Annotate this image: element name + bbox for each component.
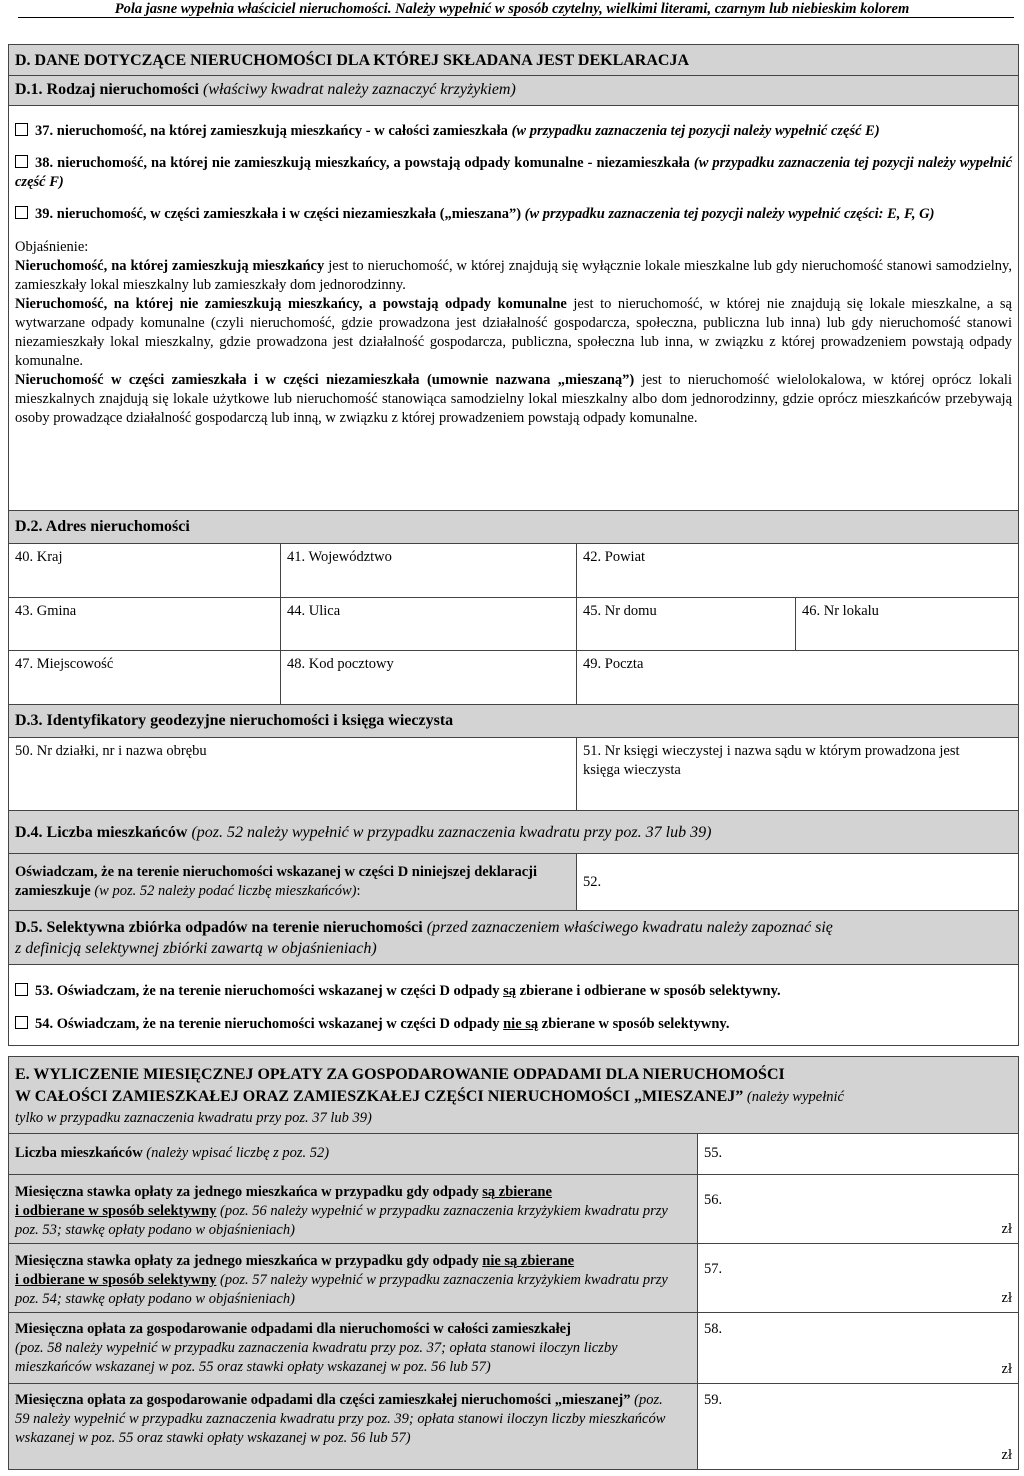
explanation-p1-text: jest to nieruchomość, w której znajdują się wyłącznie lokale mieszkalne lub gdy nieruchomość stanowi samodzielny, zamieszkały lokal mieszkalny lub zamieszkały dom jednorodzinny. [15, 258, 1012, 293]
option-39[interactable] [15, 205, 1012, 224]
option-53[interactable] [15, 982, 1012, 1001]
explanation-p1 [15, 257, 1012, 295]
section-e-title-line2: W CAŁOŚCI ZAMIESZKAŁEJ ORAZ ZAMIESZKAŁEJ CZĘŚCI NIERUCHOMOŚCI „MIESZANEJ” [15, 1088, 744, 1105]
option-39-hint: (w przypadku zaznaczenia tej pozycji należy wypełnić części: E, F, G) [524, 206, 935, 222]
d4-title-cell [9, 811, 1018, 853]
field-49-poczta[interactable]: 49. Poczta [576, 651, 1018, 704]
field-59-oplata-mieszana[interactable] [697, 1384, 1018, 1469]
d5-note-line2: z definicją selektywnej zbiórki zawartą w objaśnieniach) [15, 940, 377, 957]
section-e-title-row [9, 1057, 1018, 1134]
field-43-gmina[interactable]: 43. Gmina [15, 603, 77, 619]
checkbox-39[interactable] [15, 206, 28, 219]
checkbox-37[interactable] [15, 123, 28, 136]
row-59-note: (poz. 59 należy wypełnić w przypadku zaznaczenia kwadratu przy poz. 39; opłata stanowi iloczyn liczby mieszkańców wskazanej w poz. 55 oraz stawki opłaty wskazanej w poz. 56 lub 57) [15, 1392, 666, 1446]
d2-row-2 [9, 598, 1018, 651]
option-54-text-a: 54. Oświadczam, że na terenie nieruchomości wskazanej w części D odpady [35, 1016, 504, 1032]
section-e-title-line1: E. WYLICZENIE MIESIĘCZNEJ OPŁATY ZA GOSPODAROWANIE ODPADAMI DLA NIERUCHOMOŚCI [15, 1066, 785, 1083]
row-58-label: Miesięczna opłata za gospodarowanie odpadami dla nieruchomości w całości zamieszkałej [15, 1321, 571, 1337]
d4-note: (poz. 52 należy wypełnić w przypadku zaznaczenia kwadratu przy poz. 37 lub 39) [191, 824, 712, 841]
option-38[interactable] [15, 154, 1012, 192]
field-51-ksiega-wieczysta[interactable]: 51. Nr księgi wieczystej i nazwa sądu w którym prowadzona jest księga wieczysta [576, 738, 1018, 810]
row-55-note: (należy wpisać liczbę z poz. 52) [146, 1145, 330, 1161]
section-e-title-cell [9, 1057, 1018, 1133]
option-38-hint: (w przypadku zaznaczenia tej pozycji należy wypełnić część F) [15, 155, 1012, 190]
d1-title-cell [9, 76, 1018, 105]
explanation-p2 [15, 295, 1012, 371]
d5-content [9, 965, 1018, 1044]
explanation-p2-text: jest to nieruchomość, w której nie znajdują się lokale mieszkalne, a są wytwarzane odpady komunalne (czyli nieruchomość, gdzie prowadzona jest działalność gospodarcza, społeczna, publiczna lub inna) lub gdy nieruchomość stanowi niezamieszkały lokal mieszkalny, gdzie prowadzona jest działalność gospodarcza, publiczna, społeczna lub inna, w związku z której prowadzeniem powstają odpady komunalne. [15, 296, 1012, 369]
d4-statement-text: Oświadczam, że na terenie nieruchomości wskazanej w części D niniejszej deklaracji zamieszkuje [15, 864, 538, 899]
checkbox-54[interactable] [15, 1016, 28, 1029]
d2-title-row [9, 511, 1018, 544]
option-53-text-a: 53. Oświadczam, że na terenie nieruchomości wskazanej w części D odpady [35, 983, 504, 999]
field-40-kraj[interactable]: 40. Kraj [15, 549, 63, 565]
d5-note-line1: (przed zaznaczeniem właściwego kwadratu należy zapoznać się [426, 919, 833, 936]
d1-title-row [9, 76, 1018, 106]
row-56-note: (poz. 56 należy wypełnić w przypadku zaznaczenia krzyżykiem kwadratu przy poz. 53; stawkę opłaty podano w objaśnieniach) [15, 1203, 668, 1238]
d3-title: D.3. Identyfikatory geodezyjne nieruchomości i księga wieczysta [15, 712, 454, 729]
row-56-label-cell [9, 1175, 697, 1243]
field-56-number: 56. [704, 1192, 723, 1208]
page-header-note: Pola jasne wypełnia właściciel nieruchomości. Należy wypełnić w sposób czytelny, wielkimi literami, czarnym lub niebieskim kolorem [114, 1, 910, 17]
d1-title: D.1. Rodzaj nieruchomości [15, 81, 199, 98]
row-58 [9, 1313, 1018, 1384]
field-42-powiat[interactable]: 42. Powiat [576, 544, 1018, 597]
field-56-stawka-selektywna[interactable] [697, 1175, 1018, 1243]
explanation-p3-text: jest to nieruchomość wielolokalowa, w której oprócz lokali mieszkalnych znajdują się lokale użytkowe lub nieruchomość stanowiąca samodzielny lokal mieszkalny albo dom jednorodzinny, gdzie oprócz mieszkańców przebywają osoby prowadzące działalność gospodarczą lub inną, w związku z której prowadzeniem powstają odpady komunalne. [15, 372, 1012, 426]
option-37[interactable] [15, 122, 1012, 141]
d4-title: D.4. Liczba mieszkańców [15, 824, 188, 841]
field-59-currency: zł [1001, 1447, 1012, 1463]
explanation-p3-bold: Nieruchomość w części zamieszkała i w części niezamieszkała (umownie nazwana „mieszaną”) [15, 372, 635, 388]
d2-row-3 [9, 651, 1018, 705]
row-56 [9, 1175, 1018, 1244]
field-46-nr-lokalu[interactable]: 46. Nr lokalu [795, 598, 1018, 650]
row-59 [9, 1384, 1018, 1469]
option-37-hint: (w przypadku zaznaczenia tej pozycji należy wypełnić część E) [511, 123, 880, 139]
checkbox-53[interactable] [15, 983, 28, 996]
field-59-number: 59. [704, 1392, 723, 1408]
section-d-title-row [9, 45, 1018, 76]
row-57 [9, 1244, 1018, 1313]
d1-options [9, 106, 1018, 511]
explanation-p1-bold: Nieruchomość, na której zamieszkują mieszkańcy [15, 258, 325, 274]
d3-fields [9, 738, 1018, 811]
option-38-label: 38. nieruchomość, na której nie zamieszkują mieszkańcy, a powstają odpady komunalne - niezamieszkała [35, 155, 690, 171]
header-divider [18, 17, 1014, 18]
row-57-label: Miesięczna stawka opłaty za jednego mieszkańca w przypadku gdy odpady [15, 1253, 483, 1269]
d4-statement-row [9, 854, 1018, 911]
d2-row-1 [9, 544, 1018, 598]
field-58-currency: zł [1001, 1361, 1012, 1377]
section-d [8, 44, 1019, 1046]
d1-content [9, 106, 1018, 510]
d4-title-row [9, 811, 1018, 854]
d2-title: D.2. Adres nieruchomości [15, 518, 190, 535]
row-56-label: Miesięczna stawka opłaty za jednego mieszkańca w przypadku gdy odpady [15, 1184, 483, 1200]
d5-title-cell [9, 911, 1018, 964]
field-47-miejscowosc[interactable]: 47. Miejscowość [15, 656, 114, 672]
section-e [8, 1056, 1019, 1470]
row-56-label-underlined-2: i odbierane w sposób selektywny [15, 1203, 217, 1219]
field-55-liczba-mieszkancow[interactable]: 55. [697, 1134, 1018, 1174]
option-39-label: 39. nieruchomość, w części zamieszkała i w części niezamieszkała („mieszana”) [35, 206, 522, 222]
row-59-label-cell [9, 1384, 697, 1469]
section-e-note-b: tylko w przypadku zaznaczenia kwadratu przy poz. 37 lub 39) [15, 1110, 372, 1126]
field-57-stawka-nieselektywna[interactable] [697, 1244, 1018, 1312]
d5-title: D.5. Selektywna zbiórka odpadów na terenie nieruchomości [15, 919, 423, 936]
d5-options [9, 965, 1018, 1044]
row-55 [9, 1134, 1018, 1175]
field-57-number: 57. [704, 1261, 723, 1277]
field-41-wojewodztwo[interactable]: 41. Województwo [280, 544, 576, 597]
field-50-nr-dzialki[interactable]: 50. Nr działki, nr i nazwa obrębu [15, 743, 207, 759]
checkbox-38[interactable] [15, 155, 28, 168]
d4-statement [9, 854, 576, 910]
row-57-label-underlined-2: i odbierane w sposób selektywny [15, 1272, 217, 1288]
row-58-note: (poz. 58 należy wypełnić w przypadku zaznaczenia kwadratu przy poz. 37; opłata stanowi iloczyn liczby mieszkańców wskazanej w poz. 55 oraz stawki opłaty wskazanej w poz. 56 lub 57) [15, 1340, 618, 1375]
explanation-heading: Objaśnienie: [15, 239, 89, 255]
row-57-label-cell [9, 1244, 697, 1312]
row-56-label-underlined-1: są zbierane [482, 1184, 552, 1200]
field-57-currency: zł [1001, 1290, 1012, 1306]
section-d-title: D. DANE DOTYCZĄCE NIERUCHOMOŚCI DLA KTÓREJ SKŁADANA JEST DEKLARACJA [15, 52, 690, 69]
row-55-label: Liczba mieszkańców [15, 1145, 143, 1161]
d4-statement-note: (w poz. 52 należy podać liczbę mieszkańców) [94, 883, 357, 899]
row-55-label-cell [9, 1134, 697, 1174]
d3-title-row [9, 705, 1018, 738]
section-e-note-a: (należy wypełnić [746, 1089, 844, 1105]
field-52-liczba-mieszkancow[interactable]: 52. [576, 854, 1018, 910]
explanation-p3 [15, 371, 1012, 428]
option-54-text-b: zbierane w sposób selektywny. [538, 1016, 730, 1032]
option-53-underlined: są [503, 983, 517, 999]
d1-note: (właściwy kwadrat należy zaznaczyć krzyżykiem) [202, 81, 516, 98]
field-58-oplata-zamieszkala[interactable] [697, 1313, 1018, 1383]
option-54-underlined: nie są [503, 1016, 539, 1032]
option-37-label: 37. nieruchomość, na której zamieszkują mieszkańcy - w całości zamieszkała [35, 123, 508, 139]
row-57-note: (poz. 57 należy wypełnić w przypadku zaznaczenia krzyżykiem kwadratu przy poz. 54; stawkę opłaty podano w objaśnieniach) [15, 1272, 668, 1307]
option-54[interactable] [15, 1015, 1012, 1034]
option-53-text-b: zbierane i odbierane w sposób selektywny. [516, 983, 781, 999]
row-59-label: Miesięczna opłata za gospodarowanie odpadami dla części zamieszkałej nieruchomości „mieszanej” [15, 1392, 631, 1408]
field-56-currency: zł [1001, 1221, 1012, 1237]
field-45-nr-domu[interactable]: 45. Nr domu [576, 598, 795, 650]
field-58-number: 58. [704, 1321, 723, 1337]
row-57-label-underlined-1: nie są zbierane [482, 1253, 575, 1269]
field-44-ulica[interactable]: 44. Ulica [280, 598, 576, 650]
d5-title-row [9, 911, 1018, 965]
explanation-p2-bold: Nieruchomość, na której nie zamieszkują mieszkańcy, a powstają odpady komunalne [15, 296, 567, 312]
d4-statement-end: : [356, 883, 361, 899]
row-58-label-cell [9, 1313, 697, 1383]
field-48-kod-pocztowy[interactable]: 48. Kod pocztowy [280, 651, 576, 704]
